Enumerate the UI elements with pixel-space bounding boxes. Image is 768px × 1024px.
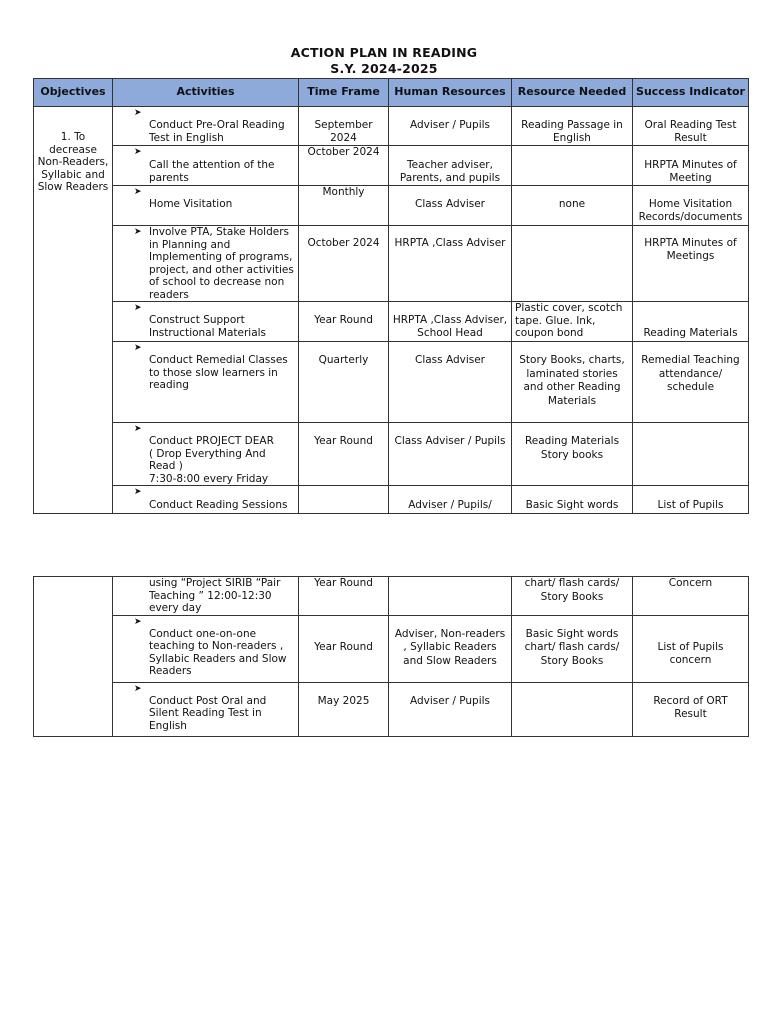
success-indicator-cell: Record of ORT Result: [633, 682, 749, 736]
arrowhead-bullet-icon: ➤: [134, 487, 142, 497]
success-indicator-cell: List of Pupils concern: [633, 615, 749, 682]
activity-text: Involve PTA, Stake Holders in Planning and Implementing of programs, project, and other activities of school to decrease non readers: [149, 226, 294, 301]
action-plan-table-page2: [33, 576, 749, 737]
col-header-objectives: Objectives: [34, 79, 113, 107]
arrowhead-bullet-icon: ➤: [134, 683, 142, 694]
time-frame-cell: [299, 486, 389, 514]
resource-needed-cell: none: [512, 186, 633, 226]
success-indicator-cell: HRPTA Minutes of Meetings: [633, 226, 749, 302]
activity-text: Conduct one-on-one teaching to Non-readers , Syllabic Readers and Slow Readers: [149, 627, 287, 677]
success-indicator-cell: HRPTA Minutes of Meeting: [633, 146, 749, 186]
arrowhead-bullet-icon: ➤: [134, 187, 142, 197]
resource-needed-cell: chart/ flash cards/ Story Books: [512, 577, 633, 616]
school-year: S.Y. 2024-2025: [330, 61, 438, 76]
resource-needed-cell: Basic Sight words chart/ flash cards/ Story Books: [512, 615, 633, 682]
activity-cell: [113, 146, 299, 186]
activity-cell: [113, 226, 299, 302]
success-indicator-cell: Remedial Teaching attendance/ schedule: [633, 342, 749, 423]
human-resources-cell: Teacher adviser, Parents, and pupils: [389, 146, 512, 186]
human-resources-cell: Adviser / Pupils: [389, 107, 512, 146]
activity-cell: [113, 682, 299, 736]
table-row: [34, 486, 749, 514]
col-header-human-resources: Human Resources: [389, 79, 512, 107]
success-indicator-cell: Oral Reading Test Result: [633, 107, 749, 146]
arrowhead-bullet-icon: ➤: [134, 616, 142, 627]
objective-text: 1. To decrease Non-Readers, Syllabic and Slow Readers: [37, 131, 109, 193]
human-resources-cell: Adviser / Pupils/: [389, 486, 512, 514]
activity-cell: [113, 302, 299, 342]
arrowhead-bullet-icon: ➤: [134, 227, 142, 237]
human-resources-cell: [389, 577, 512, 616]
arrowhead-bullet-icon: ➤: [134, 424, 142, 434]
table-row: [34, 682, 749, 736]
activity-cell: [113, 186, 299, 226]
time-frame-cell: September 2024: [299, 107, 389, 146]
action-plan-table-page1: [33, 78, 749, 514]
time-frame-cell: Year Round: [299, 302, 389, 342]
human-resources-cell: HRPTA ,Class Adviser: [389, 226, 512, 302]
time-frame-cell: October 2024: [299, 226, 389, 302]
table-row: [34, 302, 749, 342]
resource-needed-cell: [512, 682, 633, 736]
activity-cell: [113, 107, 299, 146]
arrowhead-bullet-icon: ➤: [134, 108, 142, 118]
activity-text: using “Project SIRIB “Pair Teaching ” 12:00-12:30 every day: [149, 577, 281, 614]
resource-needed-cell: Plastic cover, scotch tape. Glue. Ink, coupon bond: [512, 302, 633, 342]
success-indicator-cell: Reading Materials: [633, 302, 749, 342]
table-row: [34, 107, 749, 146]
time-frame-cell: May 2025: [299, 682, 389, 736]
arrowhead-bullet-icon: ➤: [134, 343, 142, 353]
activity-text: Conduct PROJECT DEAR ( Drop Everything And Read ) 7:30-8:00 every Friday: [149, 435, 274, 485]
time-frame-cell: Year Round: [299, 423, 389, 486]
success-indicator-cell: List of Pupils: [633, 486, 749, 514]
activity-text: Conduct Post Oral and Silent Reading Test in English: [149, 694, 267, 732]
success-indicator-cell: Home Visitation Records/documents: [633, 186, 749, 226]
table-row: [34, 615, 749, 682]
activity-text: Construct Support Instructional Materials: [149, 314, 267, 339]
human-resources-cell: Adviser / Pupils: [389, 682, 512, 736]
activity-text: Call the attention of the parents: [149, 159, 275, 184]
table-row: [34, 186, 749, 226]
activity-cell: [113, 342, 299, 423]
resource-needed-cell: [512, 226, 633, 302]
objective-cell-continued: [34, 577, 113, 737]
activity-text: Home Visitation: [149, 198, 233, 210]
col-header-resource-needed: Resource Needed: [512, 79, 633, 107]
col-header-success-indicator: Success Indicator: [633, 79, 749, 107]
document-title: ACTION PLAN IN READING: [290, 45, 478, 60]
activity-cell: [113, 423, 299, 486]
activity-text: Conduct Reading Sessions: [149, 499, 288, 511]
time-frame-cell: Year Round: [299, 615, 389, 682]
human-resources-cell: Class Adviser: [389, 186, 512, 226]
arrowhead-bullet-icon: ➤: [134, 147, 142, 157]
time-frame-cell: Year Round: [299, 577, 389, 616]
col-header-time-frame: Time Frame: [299, 79, 389, 107]
activity-cell: [113, 486, 299, 514]
resource-needed-cell: Reading Passage in English: [512, 107, 633, 146]
resource-needed-cell: Story Books, charts, laminated stories and other Reading Materials: [512, 342, 633, 423]
arrowhead-bullet-icon: ➤: [134, 303, 142, 313]
col-header-activities: Activities: [113, 79, 299, 107]
table-row: [34, 146, 749, 186]
resource-needed-cell: [512, 146, 633, 186]
time-frame-cell: October 2024: [299, 146, 389, 186]
objective-cell: [34, 107, 113, 514]
success-indicator-cell: Concern: [633, 577, 749, 616]
table-row: [34, 342, 749, 423]
resource-needed-cell: Basic Sight words: [512, 486, 633, 514]
resource-needed-cell: Reading Materials Story books: [512, 423, 633, 486]
activity-text: Conduct Pre-Oral Reading Test in English: [149, 119, 285, 144]
activity-cell: [113, 615, 299, 682]
header-row: [34, 79, 749, 107]
human-resources-cell: Class Adviser / Pupils: [389, 423, 512, 486]
human-resources-cell: Class Adviser: [389, 342, 512, 423]
human-resources-cell: Adviser, Non-readers , Syllabic Readers and Slow Readers: [389, 615, 512, 682]
table-row: [34, 226, 749, 302]
time-frame-cell: Monthly: [299, 186, 389, 226]
table-row: [34, 577, 749, 616]
time-frame-cell: Quarterly: [299, 342, 389, 423]
table-row: [34, 423, 749, 486]
human-resources-cell: HRPTA ,Class Adviser, School Head: [389, 302, 512, 342]
activity-text: Conduct Remedial Classes to those slow learners in reading: [149, 354, 288, 391]
activity-cell: [113, 577, 299, 616]
success-indicator-cell: [633, 423, 749, 486]
